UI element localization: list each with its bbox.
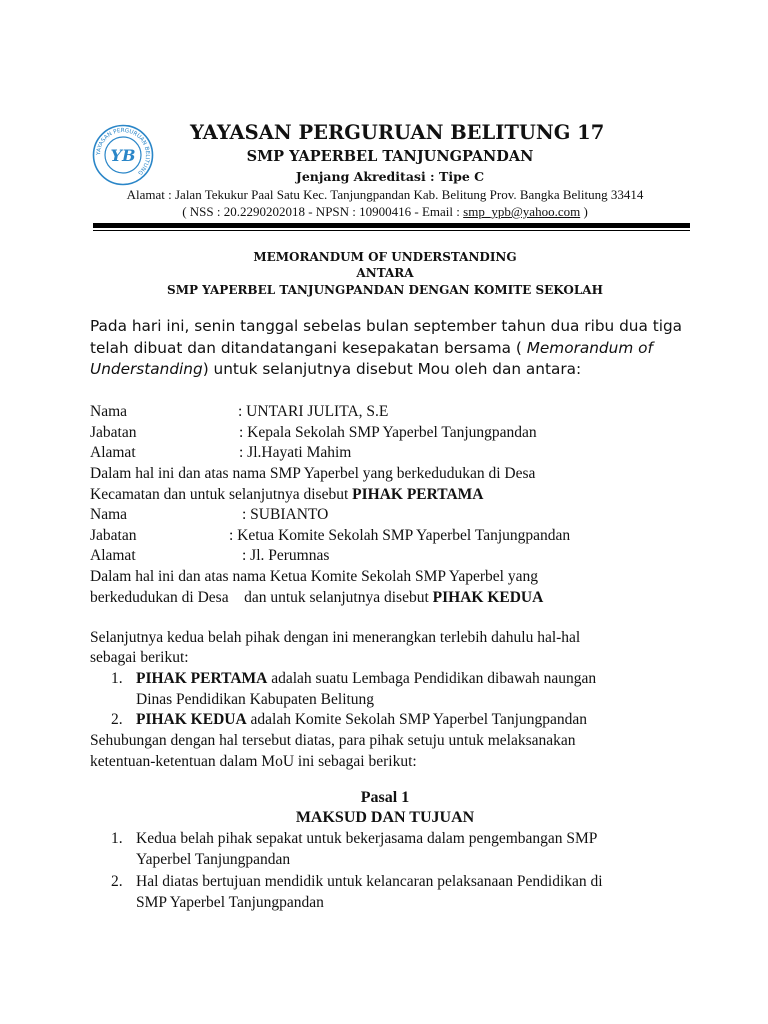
intro-line3: Understanding) untuk selanjutnya disebut Mou oleh dan antara: [90,360,582,378]
ids-prefix: ( NSS : 20.2290202018 - NPSN : 10900416 - Email : [182,204,464,219]
party2-desc-line1: Dalam hal ini dan atas nama Ketua Komite Sekolah SMP Yaperbel yang [90,568,538,585]
intro-italic-mou: Memorandum of [526,338,653,357]
list-item: PIHAK PERTAMA adalah suatu Lembaga Pendidikan dibawah naungan [136,670,597,687]
list-item-continuation: Yaperbel Tanjungpandan [136,851,291,868]
party2-desc-line2: berkedudukan di Desa dan untuk selanjutnya disebut PIHAK KEDUA [90,589,544,606]
explanation-after-line2: ketentuan-ketentuan dalam MoU ini sebagai berikut: [90,753,417,770]
list-item-continuation: SMP Yaperbel Tanjungpandan [136,894,324,911]
party2-jabatan-value: : Ketua Komite Sekolah SMP Yaperbel Tanjungpandan [229,527,571,544]
logo-monogram: YB [110,146,136,165]
list-item-continuation: Dinas Pendidikan Kabupaten Belitung [136,691,375,708]
party2-alamat-value: : Jl. Perumnas [242,547,330,564]
party2-alamat-label: Alamat [90,547,136,564]
party1-desc-line2: Kecamatan dan untuk selanjutnya disebut PIHAK PERTAMA [90,486,484,503]
intro-paragraph [90,316,690,381]
list-number: 1. [111,830,123,847]
party1-role: PIHAK PERTAMA [352,486,484,503]
party1-desc-line1: Dalam hal ini dan atas nama SMP Yaperbel yang berkedudukan di Desa [90,465,536,482]
school-address: Alamat : Jalan Tekukur Paal Satu Kec. Tanjungpandan Kab. Belitung Prov. Bangka Belitung 33414 [126,187,644,202]
party1-nama-label: Nama [90,403,128,420]
letterhead-rule-thin [93,230,690,231]
letterhead-rule-thick [93,223,690,228]
school-name: SMP YAPERBEL TANJUNGPANDAN [246,148,534,165]
party2-role: PIHAK KEDUA [432,589,544,606]
doc-title-line1: MEMORANDUM OF UNDERSTANDING [253,250,517,264]
list-item: Hal diatas bertujuan mendidik untuk kelancaran pelaksanaan Pendidikan di [136,873,603,890]
party1-jabatan-value: : Kepala Sekolah SMP Yaperbel Tanjungpandan [239,424,537,441]
list-number: 2. [111,711,123,728]
list-item: Kedua belah pihak sepakat untuk bekerjasama dalam pengembangan SMP [136,830,598,847]
intro-italic-understanding: Understanding [90,360,203,378]
intro-line2: telah dibuat dan ditandatangani kesepakatan bersama ( Memorandum of [90,338,653,357]
pasal-title: Pasal 1 [360,789,410,806]
list-number: 2. [111,873,123,890]
school-ids-line [100,204,670,220]
party1-nama-value: : UNTARI JULITA, S.E [238,403,389,420]
party2-nama-label: Nama [90,506,128,523]
party1-jabatan-label: Jabatan [90,424,137,441]
logo-ring-text: YAYASAN PERGURUAN BELITUNG [95,127,151,176]
explanation-line1: Selanjutnya kedua belah pihak dengan ini menerangkan terlebih dahulu hal-hal [90,629,581,646]
explanation-line2: sebagai berikut: [90,649,189,666]
ids-suffix: ) [580,204,588,219]
party2-jabatan-label: Jabatan [90,527,137,544]
pasal-subtitle: MAKSUD DAN TUJUAN [295,809,475,826]
doc-title-line3: SMP YAPERBEL TANJUNGPANDAN DENGAN KOMITE SEKOLAH [167,283,603,297]
email-link[interactable]: smp_ypb@yahoo.com [463,204,581,219]
yayasan-name: YAYASAN PERGURUAN BELITUNG 17 [190,121,605,144]
doc-title-line2: ANTARA [356,266,414,280]
intro-line1: Pada hari ini, senin tanggal sebelas bulan september tahun dua ribu dua tiga [90,317,683,335]
school-logo [92,124,154,186]
list-number: 1. [111,670,123,687]
accreditation-line: Jenjang Akreditasi : Tipe C [295,169,485,184]
party1-alamat-value: : Jl.Hayati Mahim [239,444,352,461]
party2-nama-value: : SUBIANTO [242,506,329,523]
party1-alamat-label: Alamat [90,444,136,461]
explanation-after-line1: Sehubungan dengan hal tersebut diatas, para pihak setuju untuk melaksanakan [90,732,576,749]
list-item: PIHAK KEDUA adalah Komite Sekolah SMP Yaperbel Tanjungpandan [136,711,587,728]
